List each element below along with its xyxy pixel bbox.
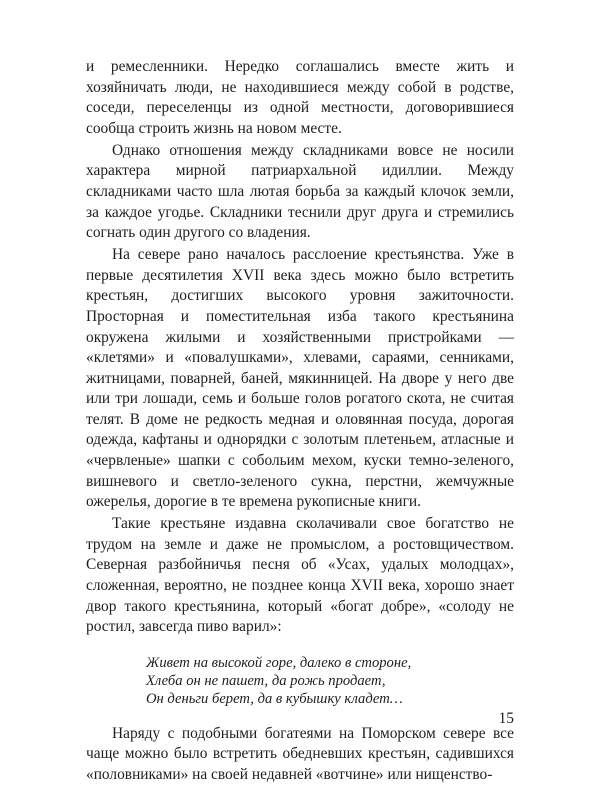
- verse-line-3: Он деньги берет, да в кубышку кладет…: [146, 690, 403, 707]
- paragraph-3: На севере рано началось расслоение крестьянства. Уже в первые десятилетия XVII века здесь можно было встретить крестьян, достигших высокого уровня зажиточности. Просторная и поместительная изба такого крестьянина окружена жилыми и хозяйственными пристройками — «клетями» и «повалушками», хлевами, сараями, сенниками, житницами, поварней, баней, мякинницей. На дворе у него две или три лошади, семь и больше голов рогатого скота, не считая телят. В доме не редкость медная и оловянная посуда, дорогая одежда, кафтаны и однорядки с золотым плетеньем, атласные и «червленые» шапки с собольим мехом, куски темно-зеленого, вишневого и светло-зеленого сукна, перстни, жемчужные ожерелья, дорогие в те времена рукописные книги.: [86, 246, 514, 511]
- paragraph-2: Однако отношения между складниками вовсе не носили характера мирной патриархальной идиллии. Между складниками часто шла лютая борьба за каждый клочок земли, за каждое угодье. Складники теснили друг друга и стремились согнать один другого со владения.: [86, 141, 514, 242]
- paragraph-5: Наряду с подобными богатеями на Поморском севере все чаще можно было встретить обедневших крестьян, садившихся «половниками» на своей недавней «вотчине» или нищенство-: [86, 724, 514, 783]
- verse-line-1: Живет на высокой горе, далеко в стороне,: [146, 654, 412, 671]
- paragraph-1: и ремесленники. Нередко соглашались вместе жить и хозяйничать люди, не находившиеся между собой в родстве, соседи, переселенцы из одной местности, договорившиеся сообща строить жизнь на новом месте.: [86, 58, 514, 137]
- verse-quote: [146, 654, 514, 708]
- page-number: 15: [498, 710, 514, 727]
- verse-line-2: Хлеба он не пашет, да рожь продает,: [146, 672, 386, 689]
- text-column: [86, 57, 514, 787]
- paragraph-4: Такие крестьяне издавна сколачивали свое богатство не трудом на земле и даже не промыслом, а ростовщичеством. Северная разбойничья песня об «Усах, удалых молодцах», сложенная, вероятно, не позднее конца XVII века, хорошо знает двор такого крестьянина, который «богат добре», «солоду не ростил, завсегда пиво варил»:: [86, 515, 514, 636]
